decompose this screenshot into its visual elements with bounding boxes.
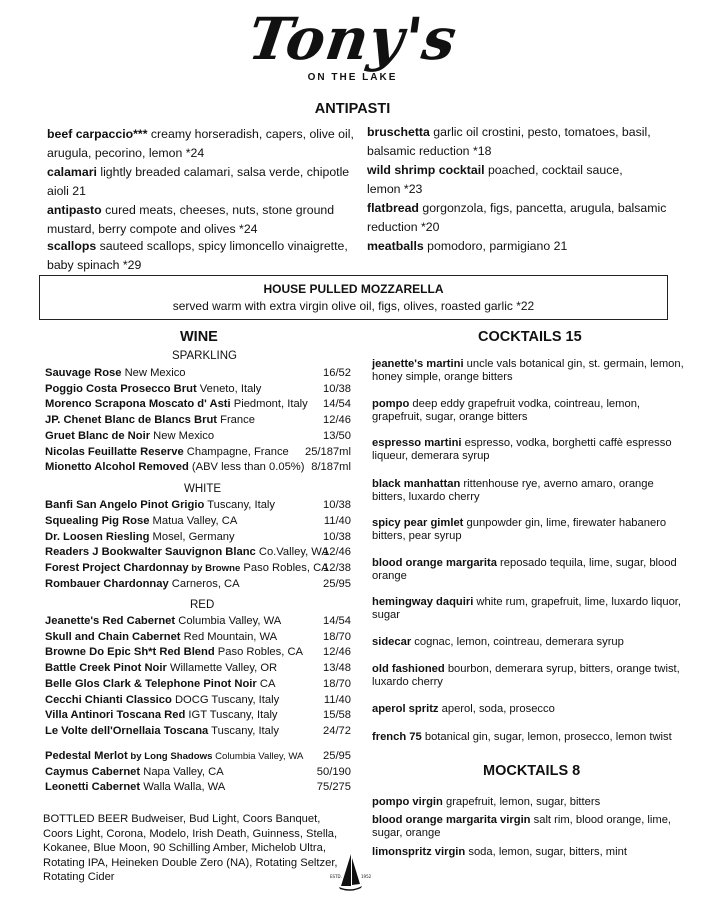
wine-item xyxy=(45,444,351,460)
wine-price: 11/40 xyxy=(323,693,351,706)
wine-price: 13/48 xyxy=(323,662,351,675)
drink-item xyxy=(372,846,690,859)
wine-item xyxy=(45,748,351,764)
wine-region: Columbia Valley, WA xyxy=(212,751,304,762)
antipasti-item xyxy=(367,123,667,161)
beer-label: BOTTLED BEER xyxy=(43,813,129,825)
wine-region: Champagne, France xyxy=(183,445,289,458)
drink-desc: deep eddy grapefruit vodka, cointreau, lemon, grapefruit, sugar, orange bitters xyxy=(372,398,641,423)
wine-name: Battle Creek Pinot Noir xyxy=(45,662,167,675)
drink-name: aperol spritz xyxy=(372,703,439,715)
wine-region: Piedmont, Italy xyxy=(230,398,308,411)
item-desc: poached, cocktail sauce, lemon *23 xyxy=(367,163,623,196)
estd-label: ESTD. xyxy=(330,874,342,879)
wine-item xyxy=(45,707,351,723)
wine-region: Matua Valley, CA xyxy=(149,514,238,527)
wine-name: Readers J Bookwalter Sauvignon Blanc xyxy=(45,546,256,559)
wine-item xyxy=(45,676,351,692)
drink-item xyxy=(372,478,690,503)
wine-name: JP. Chenet Blanc de Blancs Brut xyxy=(45,414,218,427)
wine-price: 12/46 xyxy=(323,546,351,559)
wine-region: Tuscany, Italy xyxy=(208,724,279,737)
drink-name: hemingway daquiri xyxy=(372,596,474,608)
wine-price: 18/70 xyxy=(323,677,351,690)
drink-desc: aperol, soda, prosecco xyxy=(438,703,555,715)
wine-region: Carneros, CA xyxy=(168,578,240,590)
item-name: antipasto xyxy=(47,203,102,217)
item-name: scallops xyxy=(47,239,97,253)
antipasti-item xyxy=(47,125,365,163)
wine-price: 24/72 xyxy=(323,724,351,737)
wine-name: Gruet Blanc de Noir xyxy=(45,429,151,442)
drink-item xyxy=(372,663,690,688)
wine-region: Napa Valley, CA xyxy=(140,765,224,778)
wine-name: Squealing Pig Rose xyxy=(45,514,150,527)
estd-year: 1952 xyxy=(361,874,372,879)
drink-desc: uncle vals botanical gin, st. germain, lemon, honey simple, orange bitters xyxy=(372,358,684,383)
wine-name: Skull and Chain Cabernet xyxy=(45,630,181,643)
wine-name: Belle Glos Clark & Telephone Pinot Noir xyxy=(45,677,257,690)
wine-name: Nicolas Feuillatte Reserve xyxy=(45,445,184,458)
wine-region: Paso Robles, CA xyxy=(240,562,329,575)
wine-region: Tuscany, Italy xyxy=(204,499,276,511)
wine-price: 10/38 xyxy=(323,499,351,511)
wine-name: Pedestal Merlot xyxy=(45,750,128,762)
wine-name: Jeanette's Red Cabernet xyxy=(45,615,176,627)
drink-item xyxy=(372,796,690,809)
wine-name: Banfi San Angelo Pinot Grigio xyxy=(45,499,205,511)
wine-price: 15/58 xyxy=(323,709,351,722)
wine-item xyxy=(45,396,351,412)
item-desc: garlic oil crostini, pesto, tomatoes, basil, balsamic reduction *18 xyxy=(367,125,651,158)
item-name: bruschetta xyxy=(367,125,430,139)
wine-name: Morenco Scrapona Moscato d' Asti xyxy=(45,398,231,411)
wine-name: Forest Project Chardonnay xyxy=(45,562,189,575)
wine-region: Paso Robles, CA xyxy=(214,646,304,659)
drink-desc: rittenhouse rye, averno amaro, orange bitters, luxardo cherry xyxy=(372,478,654,503)
drink-item xyxy=(372,358,690,383)
wine-price: 14/54 xyxy=(323,398,351,411)
wine-price: 25/95 xyxy=(323,578,351,590)
drink-item xyxy=(372,636,690,649)
wine-producer: by Long Shadows xyxy=(127,751,213,762)
wine-name: Mionetto Alcohol Removed xyxy=(45,461,189,474)
drink-item xyxy=(372,437,690,462)
wine-region: IGT Tuscany, Italy xyxy=(185,709,278,722)
mocktails-title: MOCKTAILS 8 xyxy=(483,763,581,779)
wine-price: 14/54 xyxy=(323,615,351,627)
wine-name: Browne Do Epic Sh*t Red Blend xyxy=(45,646,215,659)
item-desc: sauteed scallops, spicy limoncello vinaigrette, baby spinach *29 xyxy=(47,239,348,272)
house-desc: served warm with extra virgin olive oil, figs, olives, roasted garlic *22 xyxy=(172,299,535,313)
wine-name: Cecchi Chianti Classico xyxy=(45,693,172,706)
sailboat-emblem-icon xyxy=(328,852,374,892)
item-name: flatbread xyxy=(367,201,419,215)
wine-price: 18/70 xyxy=(323,630,351,643)
white-label: WHITE xyxy=(184,483,222,495)
wine-price: 10/38 xyxy=(323,530,351,543)
drink-desc: soda, lemon, sugar, bitters, mint xyxy=(465,846,627,858)
drink-item xyxy=(372,557,690,582)
drink-name: black manhattan xyxy=(372,478,461,490)
drink-desc: espresso, vodka, borghetti caffè espresso liqueur, demerara syrup xyxy=(372,437,672,462)
item-desc: pomodoro, parmigiano 21 xyxy=(423,239,568,253)
wine-item xyxy=(45,764,351,780)
wine-item xyxy=(45,660,351,676)
drink-name: sidecar xyxy=(372,636,412,648)
wine-price: 16/52 xyxy=(323,367,351,379)
item-desc: gorgonzola, figs, pancetta, arugula, balsamic reduction *20 xyxy=(367,201,667,234)
item-desc: creamy horseradish, capers, olive oil, arugula, pecorino, lemon *24 xyxy=(47,127,354,160)
wine-price: 50/190 xyxy=(316,765,351,778)
drink-name: espresso martini xyxy=(372,437,462,449)
drink-desc: reposado tequila, lime, sugar, blood orange xyxy=(372,557,677,582)
item-name: wild shrimp cocktail xyxy=(367,163,485,177)
wine-item xyxy=(45,428,351,444)
wine-item xyxy=(45,497,351,513)
wine-price: 25/95 xyxy=(323,750,351,762)
wine-region: Red Mountain, WA xyxy=(180,630,278,643)
drink-desc: cognac, lemon, cointreau, demerara syrup xyxy=(411,636,624,648)
wine-region: Columbia Valley, WA xyxy=(175,615,282,627)
wine-region: Mosel, Germany xyxy=(149,530,235,543)
wine-price: 13/50 xyxy=(323,429,351,442)
sparkling-label: SPARKLING xyxy=(172,350,237,362)
drink-item xyxy=(372,596,690,621)
drink-name: french 75 xyxy=(372,731,422,743)
item-desc: lightly breaded calamari, salsa verde, chipotle aioli 21 xyxy=(47,165,350,198)
wine-region: France xyxy=(217,414,255,427)
drink-item xyxy=(372,703,690,716)
wine-item xyxy=(45,513,351,529)
logo-name: Tony's xyxy=(243,5,462,73)
wine-item xyxy=(45,629,351,645)
wine-item xyxy=(45,576,351,592)
drink-desc: white rum, grapefruit, lime, luxardo liquor, sugar xyxy=(372,596,682,621)
item-name: meatballs xyxy=(367,239,424,253)
wine-name: Poggio Costa Prosecco Brut xyxy=(45,382,197,395)
wine-item xyxy=(45,692,351,708)
wine-item xyxy=(45,381,351,397)
house-special-box xyxy=(39,275,668,320)
item-name: beef carpaccio*** xyxy=(47,127,148,141)
wine-price: 8/187ml xyxy=(311,461,351,474)
antipasti-item xyxy=(367,237,667,256)
drink-desc: gunpowder gin, lime, firewater habanero bitters, pear syrup xyxy=(372,517,667,542)
drink-desc: grapefruit, lemon, sugar, bitters xyxy=(442,796,601,808)
wine-region: DOCG Tuscany, Italy xyxy=(171,693,280,706)
antipasti-title: ANTIPASTI xyxy=(314,101,391,117)
wine-name: Villa Antinori Toscana Red xyxy=(45,709,186,722)
wine-item xyxy=(45,544,351,560)
wine-region: New Mexico xyxy=(121,367,186,379)
wine-name: Rombauer Chardonnay xyxy=(45,578,169,590)
wine-item xyxy=(45,529,351,545)
wine-price: 75/275 xyxy=(316,781,351,794)
wine-name: Sauvage Rose xyxy=(45,367,122,379)
drink-name: pompo virgin xyxy=(372,796,443,808)
antipasti-item xyxy=(47,163,365,201)
drink-name: blood orange margarita xyxy=(372,557,497,569)
wine-name: Leonetti Cabernet xyxy=(45,781,141,794)
cocktails-title: COCKTAILS 15 xyxy=(478,329,582,345)
wine-price: 12/46 xyxy=(323,646,351,659)
drink-item xyxy=(372,398,690,423)
wine-region: New Mexico xyxy=(150,429,215,442)
wine-item xyxy=(45,723,351,739)
house-title: HOUSE PULLED MOZZARELLA xyxy=(263,282,444,296)
wine-price: 12/38 xyxy=(323,562,351,575)
logo-subtitle: ON THE LAKE xyxy=(307,72,398,83)
wine-name: Caymus Cabernet xyxy=(45,765,141,778)
item-name: calamari xyxy=(47,165,97,179)
drink-name: spicy pear gimlet xyxy=(372,517,464,529)
wine-region: Walla Walla, WA xyxy=(140,781,226,794)
wine-price: 10/38 xyxy=(323,382,351,395)
drink-desc: bourbon, demerara syrup, bitters, orange twist, luxardo cherry xyxy=(372,663,680,688)
antipasti-item xyxy=(47,201,365,239)
drink-name: old fashioned xyxy=(372,663,445,675)
wine-title: WINE xyxy=(180,329,218,345)
wine-item xyxy=(45,644,351,660)
wine-region: Veneto, Italy xyxy=(196,382,262,395)
drink-name: limonspritz virgin xyxy=(372,846,466,858)
drink-desc: salt rim, blood orange, lime, sugar, orange xyxy=(372,814,672,839)
wine-name: Dr. Loosen Riesling xyxy=(45,530,150,543)
wine-item xyxy=(45,779,351,795)
red-label: RED xyxy=(190,599,215,611)
bottled-beer xyxy=(43,812,348,885)
wine-name: Le Volte dell'Ornellaia Toscana xyxy=(45,724,209,737)
wine-item xyxy=(45,560,351,576)
drink-name: blood orange margarita virgin xyxy=(372,814,531,826)
drink-item xyxy=(372,814,690,839)
wine-item xyxy=(45,613,351,629)
drink-name: jeanette's martini xyxy=(372,358,464,370)
wine-item xyxy=(45,459,351,475)
wine-region: Co.Valley, WA xyxy=(255,546,329,559)
drink-desc: botanical gin, sugar, lemon, prosecco, lemon twist xyxy=(421,731,672,743)
wine-producer: by Browne xyxy=(188,563,241,575)
drink-name: pompo xyxy=(372,398,410,410)
wine-price: 12/46 xyxy=(323,414,351,427)
antipasti-item xyxy=(367,199,692,237)
wine-item xyxy=(45,412,351,428)
antipasti-item xyxy=(47,237,365,275)
beer-desc: Budweiser, Bud Light, Coors Banquet, Coors Light, Corona, Modelo, Irish Death, Guinness, Stella, Kokanee, Blue Moon, 90 Schilling Amber, Michelob Ultra, Rotating IPA, Heineken Double Zero (NA), Rotating Seltzer, Rotating Cider xyxy=(43,813,338,883)
wine-region: CA xyxy=(256,677,276,690)
wine-region: Willamette Valley, OR xyxy=(166,662,278,675)
wine-price: 11/40 xyxy=(323,514,351,527)
drink-item xyxy=(372,517,690,542)
antipasti-item xyxy=(367,161,642,199)
drink-item xyxy=(372,731,690,744)
wine-price: 25/187ml xyxy=(304,445,351,458)
logo xyxy=(0,5,705,83)
wine-item xyxy=(45,365,351,381)
item-desc: cured meats, cheeses, nuts, stone ground mustard, berry compote and olives *24 xyxy=(47,203,335,236)
wine-region: (ABV less than 0.05%) xyxy=(188,461,305,474)
